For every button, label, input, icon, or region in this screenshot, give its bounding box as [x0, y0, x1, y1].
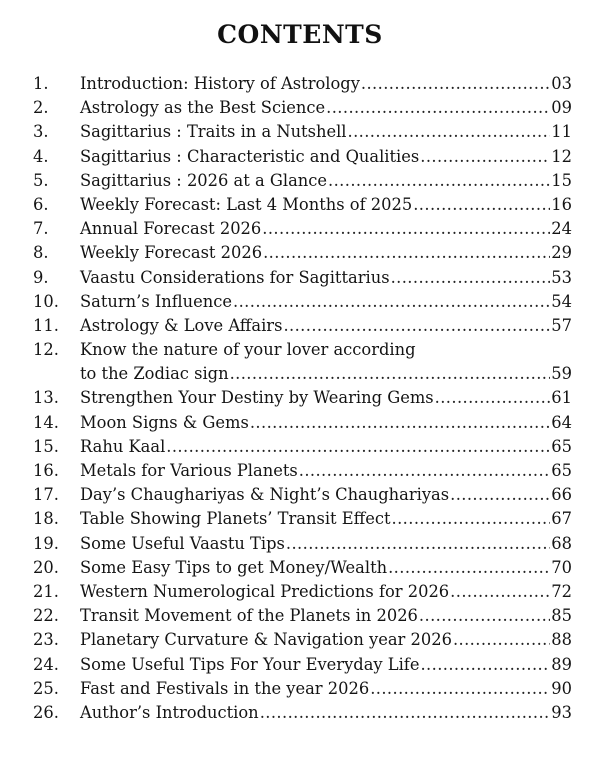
entry-title: Western Numerological Predictions for 2026 [80, 581, 450, 601]
entry-title: Metals for Various Planets [80, 461, 298, 481]
dot-leader [419, 604, 550, 628]
entry-number: 11. [33, 315, 59, 335]
table-of-contents [0, 72, 600, 725]
entry-number: 8. [33, 243, 49, 263]
entry-number: 5. [33, 170, 49, 190]
toc-entry[interactable] [0, 241, 600, 265]
entry-page: 85 [551, 606, 572, 626]
entry-title: Rahu Kaal [80, 436, 166, 456]
entry-page: 65 [551, 461, 572, 481]
dot-leader [326, 96, 550, 120]
toc-entry[interactable] [0, 96, 600, 120]
entry-number: 4. [33, 146, 49, 166]
entry-page: 72 [551, 581, 572, 601]
dot-leader [250, 411, 550, 435]
entry-page: 11 [551, 122, 572, 142]
dot-leader [286, 532, 550, 556]
dot-leader [413, 193, 550, 217]
toc-entry[interactable] [0, 435, 600, 459]
dot-leader [260, 701, 551, 725]
entry-title: Know the nature of your lover according [80, 340, 416, 360]
entry-page: 03 [551, 74, 572, 93]
entry-page: 61 [551, 388, 572, 408]
entry-title: Fast and Festivals in the year 2026 [80, 678, 370, 698]
entry-number: 17. [33, 485, 59, 505]
entry-number: 20. [33, 557, 59, 577]
entry-title: Weekly Forecast: Last 4 Months of 2025 [80, 194, 413, 214]
entry-number: 9. [33, 267, 49, 287]
entry-title: Annual Forecast 2026 [80, 219, 262, 239]
entry-title: Weekly Forecast 2026 [80, 243, 263, 263]
entry-number: 3. [33, 122, 49, 142]
entry-number: 1. [33, 74, 49, 93]
entry-page: 24 [551, 219, 572, 239]
entry-title: Some Useful Vaastu Tips [80, 533, 285, 553]
entry-number: 25. [33, 678, 59, 698]
toc-entry[interactable] [0, 580, 600, 604]
entry-title: Astrology & Love Affairs [80, 315, 283, 335]
toc-entry[interactable] [0, 701, 600, 725]
entry-title: Moon Signs & Gems [80, 412, 249, 432]
dot-leader [453, 628, 550, 652]
entry-page: 59 [551, 364, 572, 384]
dot-leader [166, 435, 550, 459]
dot-leader [348, 120, 551, 144]
entry-title: Day’s Chaughariyas & Night’s Chaughariyas [80, 485, 450, 505]
toc-entry[interactable] [0, 386, 600, 410]
entry-number: 6. [33, 194, 49, 214]
entry-title: Planetary Curvature & Navigation year 2026 [80, 630, 452, 650]
entry-title: Some Easy Tips to get Money/Wealth [80, 557, 388, 577]
entry-number: 12. [33, 340, 59, 360]
toc-entry[interactable] [0, 628, 600, 652]
dot-leader [283, 314, 550, 338]
entry-page: 57 [551, 315, 572, 335]
dot-leader [299, 459, 551, 483]
entry-page: 68 [551, 533, 572, 553]
toc-entry[interactable] [0, 604, 600, 628]
entry-title: Strengthen Your Destiny by Wearing Gems [80, 388, 434, 408]
toc-entry[interactable] [0, 483, 600, 507]
entry-title: Saturn’s Influence [80, 291, 233, 311]
dot-leader [420, 145, 550, 169]
toc-entry[interactable] [0, 653, 600, 677]
entry-title-continued: to the Zodiac sign [80, 364, 229, 384]
entry-title: Some Useful Tips For Your Everyday Life [80, 654, 420, 674]
entry-title: Sagittarius : Characteristic and Qualities [80, 146, 420, 166]
entry-number: 23. [33, 630, 59, 650]
toc-entry[interactable] [0, 290, 600, 314]
toc-entry[interactable] [0, 145, 600, 169]
dot-leader [262, 217, 550, 241]
entry-page: 65 [551, 436, 572, 456]
toc-entry[interactable] [0, 532, 600, 556]
toc-entry[interactable] [0, 459, 600, 483]
entry-number: 18. [33, 509, 59, 529]
entry-page: 09 [551, 98, 572, 118]
entry-page: 70 [551, 557, 572, 577]
entry-page: 54 [551, 291, 572, 311]
entry-page: 89 [551, 654, 572, 674]
entry-number: 7. [33, 219, 49, 239]
page-title: CONTENTS [217, 20, 383, 49]
dot-leader [391, 266, 551, 290]
toc-entry[interactable] [0, 507, 600, 531]
entry-number: 16. [33, 461, 59, 481]
entry-page: 15 [551, 170, 572, 190]
entry-title: Sagittarius : Traits in a Nutshell [80, 122, 347, 142]
entry-page: 12 [551, 146, 572, 166]
entry-title: Introduction: History of Astrology [80, 74, 360, 93]
toc-entry[interactable] [0, 556, 600, 580]
entry-page: 88 [551, 630, 572, 650]
entry-title: Sagittarius : 2026 at a Glance [80, 170, 328, 190]
entry-page: 90 [551, 678, 572, 698]
entry-title: Table Showing Planets’ Transit Effect [80, 509, 391, 529]
entry-number: 19. [33, 533, 59, 553]
entry-page: 66 [551, 485, 572, 505]
dot-leader [233, 290, 550, 314]
dot-leader [392, 507, 551, 531]
entry-number: 22. [33, 606, 59, 626]
entry-number: 24. [33, 654, 59, 674]
dot-leader [420, 653, 550, 677]
dot-leader [230, 362, 551, 386]
toc-entry[interactable] [0, 314, 600, 338]
dot-leader [263, 241, 550, 265]
entry-title: Astrology as the Best Science [80, 98, 326, 118]
entry-title: Vaastu Considerations for Sagittarius [80, 267, 390, 287]
dot-leader [370, 677, 550, 701]
entry-title: Author’s Introduction [80, 702, 259, 722]
toc-entry[interactable] [0, 217, 600, 241]
toc-entry[interactable] [0, 266, 600, 290]
entry-number: 14. [33, 412, 59, 432]
entry-page: 64 [551, 412, 572, 432]
toc-entry[interactable] [0, 72, 600, 96]
toc-entry[interactable] [0, 169, 600, 193]
entry-number: 13. [33, 388, 59, 408]
entry-number: 21. [33, 581, 59, 601]
dot-leader [361, 72, 550, 96]
toc-entry[interactable] [0, 193, 600, 217]
entry-number: 26. [33, 702, 59, 722]
toc-entry[interactable] [0, 411, 600, 435]
entry-title: Transit Movement of the Planets in 2026 [80, 606, 418, 626]
dot-leader [328, 169, 550, 193]
dot-leader [388, 556, 550, 580]
dot-leader [450, 580, 550, 604]
toc-entry[interactable] [0, 338, 600, 386]
entry-number: 2. [33, 98, 49, 118]
entry-page: 67 [551, 509, 572, 529]
dot-leader [450, 483, 550, 507]
entry-page: 29 [551, 243, 572, 263]
entry-page: 53 [551, 267, 572, 287]
entry-page: 93 [551, 702, 572, 722]
toc-entry[interactable] [0, 677, 600, 701]
entry-number: 10. [33, 291, 59, 311]
dot-leader [435, 386, 551, 410]
entry-page: 16 [551, 194, 572, 214]
entry-number: 15. [33, 436, 59, 456]
toc-entry[interactable] [0, 120, 600, 144]
